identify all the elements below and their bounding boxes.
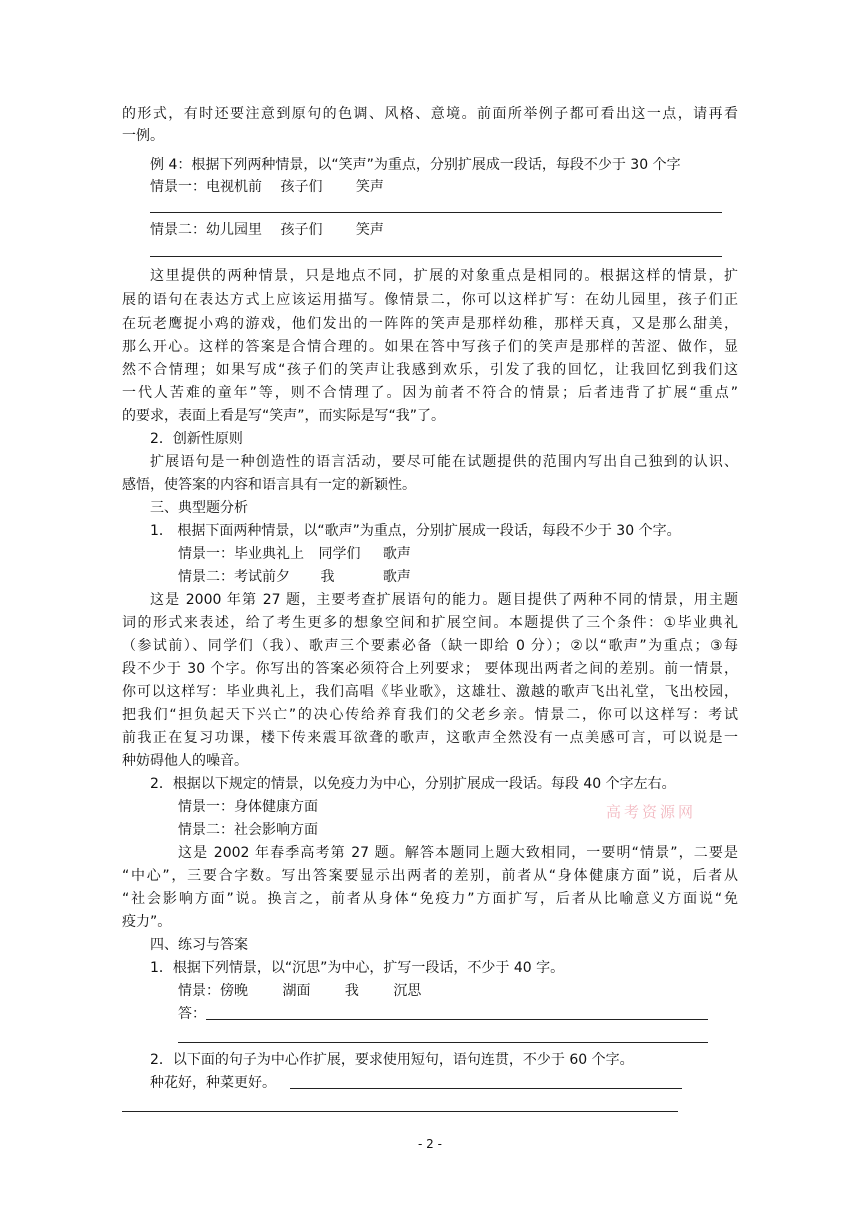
paragraph-line: 的形式，有时还要注意到原句的色调、风格、意境。前面所举例子都可看出这一点，请再看 xyxy=(122,106,738,122)
paragraph-line: 把我们“担负起天下兴亡”的决心传给养育我们的父老乡亲。情景二，你可以这样写：考试 xyxy=(122,707,738,723)
scenario-subject: 同学们 xyxy=(318,546,361,562)
scenario-label: 情景一：电视机前 xyxy=(150,179,262,195)
answer-label: 答： xyxy=(178,1006,206,1022)
scenario-label: 情景：傍晚 xyxy=(178,983,248,999)
paragraph-line: （参试前）、同学们（我）、歌声三个要素必备（缺一即给 0 分）；②以“歌声”为重点；③每 xyxy=(122,638,738,654)
section-heading: 2．创新性原则 xyxy=(150,431,243,447)
paragraph-line: 词的形式来表述，给了考生更多的想象空间和扩展空间。本题提供了三个条件：①毕业典礼 xyxy=(122,615,738,631)
answer-line xyxy=(178,1004,206,1024)
scenario-line xyxy=(150,177,384,197)
scenario-keyword: 歌声 xyxy=(382,546,411,562)
scenario-place: 湖面 xyxy=(282,983,311,999)
answer-blank-line xyxy=(206,1019,708,1020)
scenario-line xyxy=(150,220,384,240)
paragraph-line: 这是 2000 年第 27 题，主要考查扩展语句的能力。题目提供了两种不同的情景，用主题 xyxy=(150,592,738,608)
paragraph-line: 这是 2002 年春季高考第 27 题。解答本题同上题大致相同，一要明“情景”，二要是 xyxy=(178,845,738,861)
question-line: 1．根据下列情景，以“沉思”为中心，扩写一段话，不少于 40 字。 xyxy=(150,960,565,976)
paragraph-line: 种妨碍他人的噪音。 xyxy=(122,753,248,769)
section-heading: 四、练习与答案 xyxy=(150,937,248,953)
question-line: 2．以下面的句子为中心作扩展，要求使用短句，语句连贯，不少于 60 个字。 xyxy=(150,1052,634,1068)
paragraph-line: 然不合情理；如果写成“孩子们的笑声让我感到欢乐，引发了我的回忆，让我回忆到我们这 xyxy=(122,362,738,378)
paragraph-line: 那么开心。这样的答案是合情合理的。如果在答中写孩子们的笑声是那样的苦涩、做作，显 xyxy=(122,339,738,355)
scenario-keyword: 笑声 xyxy=(355,179,384,195)
paragraph-line: 展的语句在表达方式上应该运用描写。像情景二，你可以这样扩写：在幼儿园里，孩子们正 xyxy=(122,292,738,308)
paragraph-line: 前我正在复习功课，楼下传来震耳欲聋的歌声，这歌声全然没有一点美感可言，可以说是一 xyxy=(122,730,738,746)
scenario-line xyxy=(178,567,411,587)
paragraph-line: 扩展语句是一种创造性的语言活动，要尽可能在试题提供的范围内写出自己独到的认识、 xyxy=(150,454,738,470)
scenario-line xyxy=(178,981,421,1001)
page-number: - 2 - xyxy=(418,1137,442,1151)
watermark: 高考资源网 xyxy=(606,803,697,821)
scenario-label: 情景二：考试前夕 xyxy=(178,569,290,585)
scenario-subject: 孩子们 xyxy=(280,222,323,238)
example-heading: 例 4：根据下列两种情景，以“笑声”为重点，分别扩展成一段话，每段不少于 30 个字 xyxy=(150,157,681,173)
scenario-subject: 我 xyxy=(320,569,335,585)
scenario-keyword: 歌声 xyxy=(382,569,411,585)
paragraph-line: 段不少于 30 个字。你写出的答案必须符合上列要求； 要体现出两者之间的差别。前一情景， xyxy=(122,661,738,677)
answer-blank-line xyxy=(178,1042,708,1043)
scenario-label: 情景一：毕业典礼上 xyxy=(178,546,304,562)
paragraph-line: “中心”，三要合字数。写出答案要显示出两者的差别，前者从“身体健康方面”说，后者从 xyxy=(122,868,738,884)
answer-blank-line xyxy=(290,1088,682,1089)
paragraph-line: 这里提供的两种情景，只是地点不同，扩展的对象重点是相同的。根据这样的情景，扩 xyxy=(150,268,738,284)
scenario-line: 情景一：身体健康方面 xyxy=(178,799,318,815)
answer-blank-line xyxy=(150,256,722,257)
scenario-keyword: 沉思 xyxy=(393,983,422,999)
paragraph-line: 疫力”。 xyxy=(122,914,172,930)
answer-blank-line xyxy=(150,212,722,213)
scenario-label: 情景二：幼儿园里 xyxy=(150,222,262,238)
scenario-line: 情景二：社会影响方面 xyxy=(178,822,318,838)
scenario-subject: 我 xyxy=(344,983,359,999)
paragraph-line: 一代人苦难的童年”等，则不合情理了。因为前者不符合的情景；后者违背了扩展“重点” xyxy=(122,385,738,401)
scenario-line xyxy=(178,544,411,564)
sentence-line: 种花好，种菜更好。 xyxy=(150,1075,276,1091)
paragraph-line: 一例。 xyxy=(122,128,164,144)
question-line: 1． 根据下面两种情景，以“歌声”为重点，分别扩展成一段话，每段不少于 30 个字。 xyxy=(150,523,681,539)
scenario-keyword: 笑声 xyxy=(355,222,384,238)
section-heading: 三、典型题分析 xyxy=(150,500,248,516)
question-line: 2．根据以下规定的情景，以免疫力为中心，分别扩展成一段话。每段 40 个字左右。 xyxy=(150,776,676,792)
paragraph-line: 感悟，使答案的内容和语言具有一定的新颖性。 xyxy=(122,477,416,493)
paragraph-line: 在玩老鹰捉小鸡的游戏，他们发出的一阵阵的笑声是那样幼稚，那样天真，又是那么甜美， xyxy=(122,316,738,332)
paragraph-line: “社会影响方面”说。换言之，前者从身体“免疫力”方面扩写，后者从比喻意义方面说“免 xyxy=(122,891,738,907)
scenario-subject: 孩子们 xyxy=(280,179,323,195)
paragraph-line: 你可以这样写：毕业典礼上，我们高唱《毕业歌》，这雄壮、激越的歌声飞出礼堂，飞出校园， xyxy=(122,684,738,700)
answer-blank-line xyxy=(122,1111,678,1112)
paragraph-line: 的要求，表面上看是写“笑声”，而实际是写“我”了。 xyxy=(122,408,446,424)
